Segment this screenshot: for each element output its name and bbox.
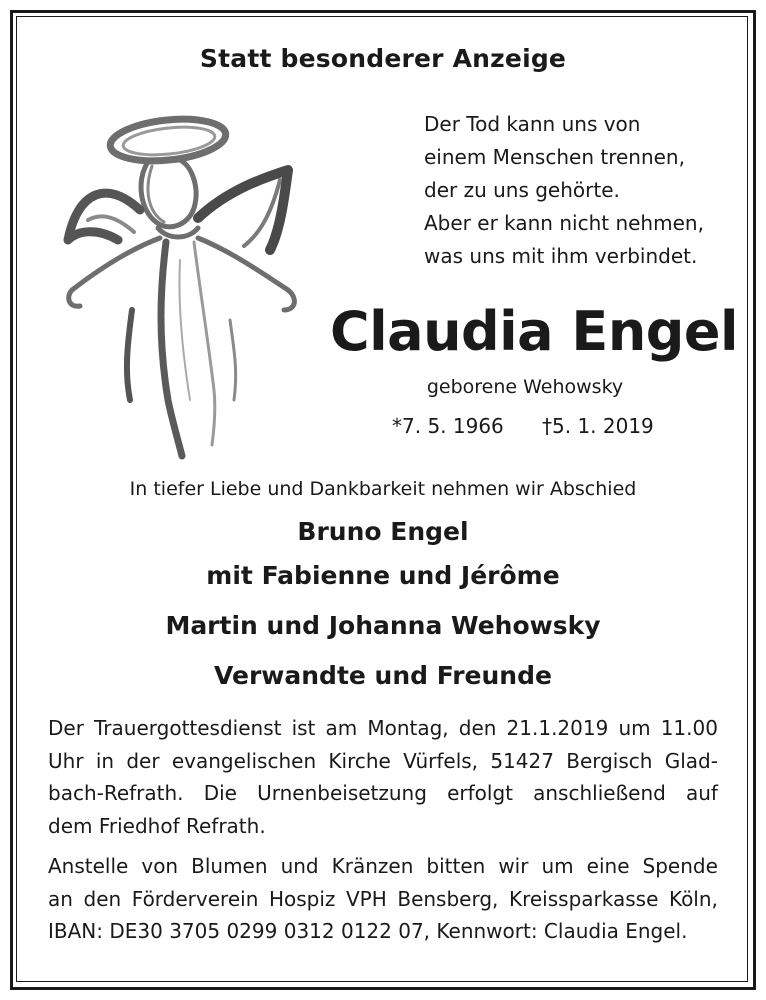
poem-line: einem Menschen trennen,: [424, 145, 685, 169]
birth-date: *7. 5. 1966: [392, 414, 504, 438]
donation-line: Anstelle von Blumen und Kränzen bitten wir um eine Spende: [48, 854, 718, 878]
maiden-name: geborene Wehowsky: [426, 376, 624, 398]
poem-line: Der Tod kann uns von: [424, 112, 641, 136]
farewell-text: In tiefer Liebe und Dankbarkeit nehmen wir Abschied: [129, 478, 637, 500]
service-line: Uhr in der evangelischen Kirche Vürfels, 51427 Bergisch Glad-: [48, 748, 718, 773]
donation-line: IBAN: DE30 3705 0299 0312 0122 07, Kennwort: Claudia Engel.: [48, 919, 688, 943]
mourner-line: Martin und Johanna Wehowsky: [165, 611, 601, 640]
poem-line: der zu uns gehörte.: [424, 178, 620, 202]
service-line: dem Friedhof Refrath.: [48, 813, 266, 838]
poem-line: Aber er kann nicht nehmen,: [424, 211, 704, 235]
mourner-line: Bruno Engel: [297, 517, 469, 546]
death-date: †5. 1. 2019: [542, 414, 654, 438]
service-line: bach-Refrath. Die Urnenbeisetzung erfolgt anschließend auf: [48, 781, 718, 805]
mourners-list: [0, 510, 766, 698]
service-line: Der Trauergottesdienst ist am Montag, den 21.1.2019 um 11.00: [48, 716, 718, 740]
angel-illustration: [48, 100, 318, 460]
poem-line: was uns mit ihm verbindet.: [424, 244, 698, 268]
mourner-line: mit Fabienne und Jérôme: [206, 561, 560, 590]
poem: [424, 108, 744, 273]
donation-line: an den Förderverein Hospiz VPH Bensberg, Kreissparkasse Köln,: [48, 886, 718, 911]
donation-paragraph: [48, 850, 718, 948]
mourner-line: Verwandte und Freunde: [214, 661, 552, 690]
service-paragraph: [48, 712, 718, 842]
notice-heading: Statt besonderer Anzeige: [199, 44, 567, 73]
service-details: [48, 712, 718, 956]
deceased-name: Claudia Engel: [330, 300, 739, 363]
